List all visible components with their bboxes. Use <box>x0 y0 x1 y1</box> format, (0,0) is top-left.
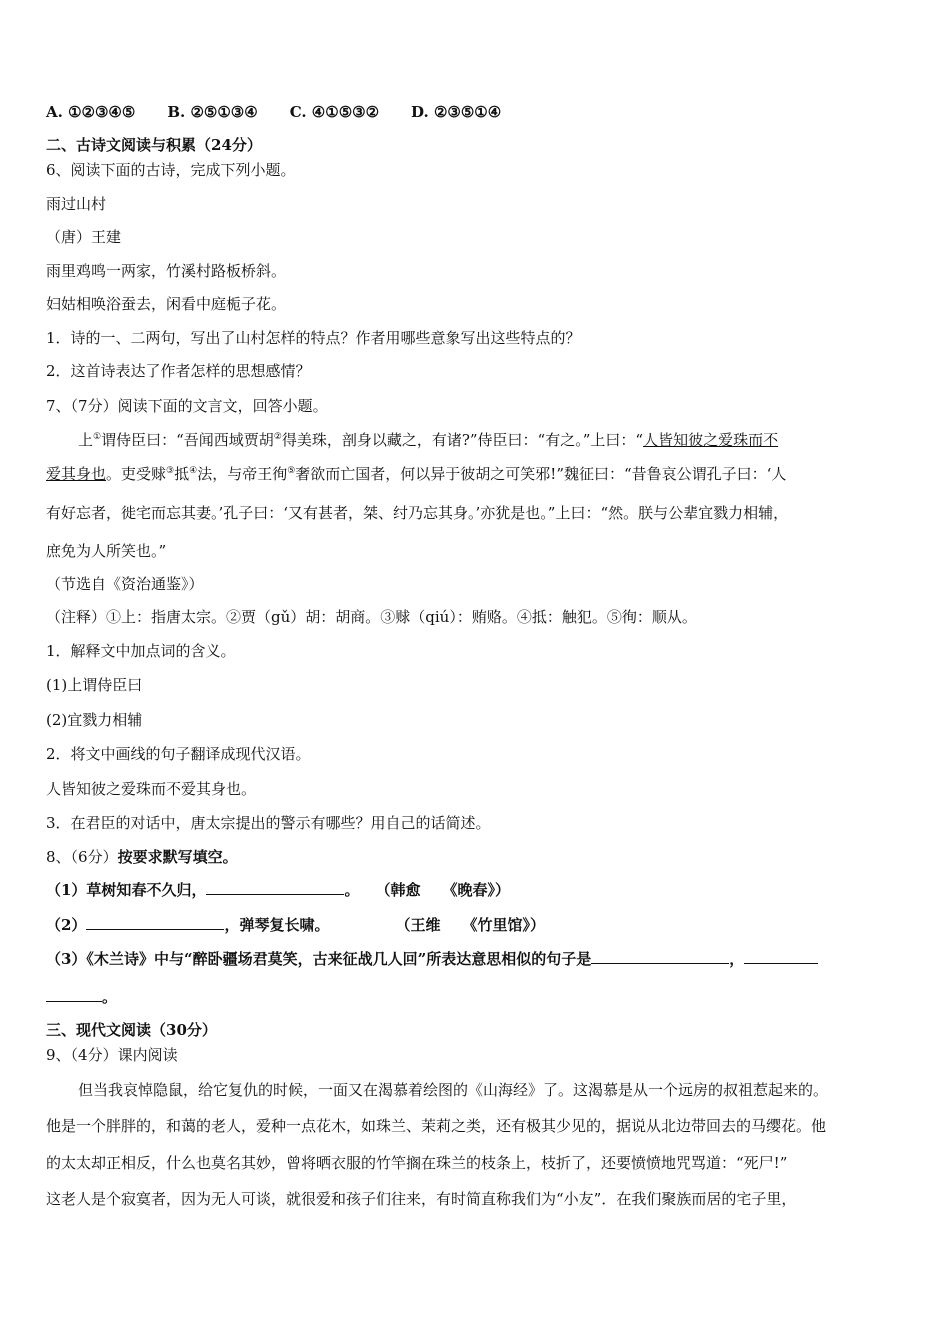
question-8-item-1: （1）草树知春不久归， 。 （韩愈 《晚春》） <box>46 881 510 899</box>
question-9-prompt: 9、（4分）课内阅读 <box>46 1046 178 1064</box>
option-d: D. ②③⑤①④ <box>411 103 502 121</box>
reading-passage-line-2: 他是一个胖胖的，和蔼的老人，爱种一点花木，如珠兰、茉莉之类，还有极其少见的，据说从北边带回去的马缨花。他 <box>46 1117 827 1135</box>
annotation-notes: （注释）①上：指唐太宗。②贾（gǔ）胡：胡商。③赇（qiú）：贿赂。④抵：触犯。⑤徇：顺从。 <box>46 608 697 626</box>
question-6-sub-1: 1．诗的一、二两句，写出了山村怎样的特点？作者用哪些意象写出这些特点的？ <box>46 329 581 347</box>
question-8-prompt: 8、（6分）按要求默写填空。 <box>46 848 238 866</box>
question-7-sub-1-item-1: (1)上谓侍臣曰 <box>46 676 143 694</box>
fill-blank[interactable] <box>86 915 224 930</box>
fill-blank[interactable] <box>744 949 818 964</box>
section-title-2: 二、古诗文阅读与积累（24分） <box>46 136 262 154</box>
option-a: A. ①②③④⑤ <box>46 103 136 121</box>
option-b: B. ②⑤①③④ <box>167 103 258 121</box>
question-7-prompt: 7、（7分）阅读下面的文言文，回答小题。 <box>46 397 328 415</box>
question-7-sub-3: 3．在君臣的对话中，唐太宗提出的警示有哪些？用自己的话简述。 <box>46 814 491 832</box>
fill-blank[interactable] <box>46 987 102 1002</box>
fill-blank[interactable] <box>206 880 344 895</box>
underlined-sentence-part-2: 爱其身也 <box>46 465 107 483</box>
classical-text-line-2: 爱其身也。吏受赇③抵④法，与帝王徇⑤奢欲而亡国者，何以异于彼胡之可笑邪!”魏征曰：“昔鲁哀公谓孔子曰：‘人 <box>46 465 787 483</box>
answer-options <box>46 102 501 122</box>
option-c: C. ④①⑤③② <box>289 103 380 121</box>
poem-title: 雨过山村 <box>46 195 107 213</box>
reading-passage-line-3: 的太太却正相反，什么也莫名其妙，曾将晒衣服的竹竿搁在珠兰的枝条上，枝折了，还要愤愤地咒骂道：“死尸!” <box>46 1154 788 1172</box>
question-8-item-3: （3）《木兰诗》中与“醉卧疆场君莫笑，古来征战几人回”所表达意思相似的句子是 ， <box>46 949 818 969</box>
poem-line-2: 妇姑相唤浴蚕去，闲看中庭栀子花。 <box>46 295 287 313</box>
poem-author: （唐）王建 <box>46 228 122 246</box>
reading-passage-line-4: 这老人是个寂寞者，因为无人可谈，就很爱和孩子们往来，有时简直称我们为“小友”．在我们聚族而居的宅子里， <box>46 1190 797 1208</box>
classical-text-line-3: 有好忘者，徙宅而忘其妻。’孔子曰：‘又有甚者，桀、纣乃忘其身。’亦犹是也。”上曰：“然。朕与公辈宜戮力相辅， <box>46 504 789 522</box>
reading-passage-line-1: 但当我哀悼隐鼠，给它复仇的时候，一面又在渴慕着绘图的《山海经》了。这渴慕是从一个远房的叔祖惹起来的。 <box>78 1081 829 1099</box>
question-7-sub-1: 1．解释文中加点词的含义。 <box>46 642 236 660</box>
question-8-item-2: （2） ，弹琴复长啸。 （王维 《竹里馆》） <box>46 916 545 934</box>
section-title-3: 三、现代文阅读（30分） <box>46 1021 217 1039</box>
question-7-sub-2: 2．将文中画线的句子翻译成现代汉语。 <box>46 745 311 763</box>
question-6-sub-2: 2．这首诗表达了作者怎样的思想感情？ <box>46 362 311 380</box>
underlined-sentence-part-1: 人皆知彼之爱珠而不 <box>643 431 779 449</box>
question-8-item-3-continued: 。 <box>46 987 117 1007</box>
question-6-prompt: 6、阅读下面的古诗，完成下列小题。 <box>46 161 296 179</box>
poem-line-1: 雨里鸡鸣一两家，竹溪村路板桥斜。 <box>46 262 287 280</box>
question-7-sub-1-item-2: (2)宜戮力相辅 <box>46 711 143 729</box>
classical-text-line-4: 庶免为人所笑也。” <box>46 542 167 560</box>
text-source: （节选自《资治通鉴》） <box>46 575 204 593</box>
fill-blank[interactable] <box>591 949 729 964</box>
question-7-sub-2-sentence: 人皆知彼之爱珠而不爱其身也。 <box>46 780 257 798</box>
classical-text-line-1: 上①谓侍臣曰：“吾闻西域贾胡②得美珠，剖身以藏之，有诸?”侍臣曰：“有之。”上曰：“人皆知彼之爱珠而不 <box>78 431 779 449</box>
